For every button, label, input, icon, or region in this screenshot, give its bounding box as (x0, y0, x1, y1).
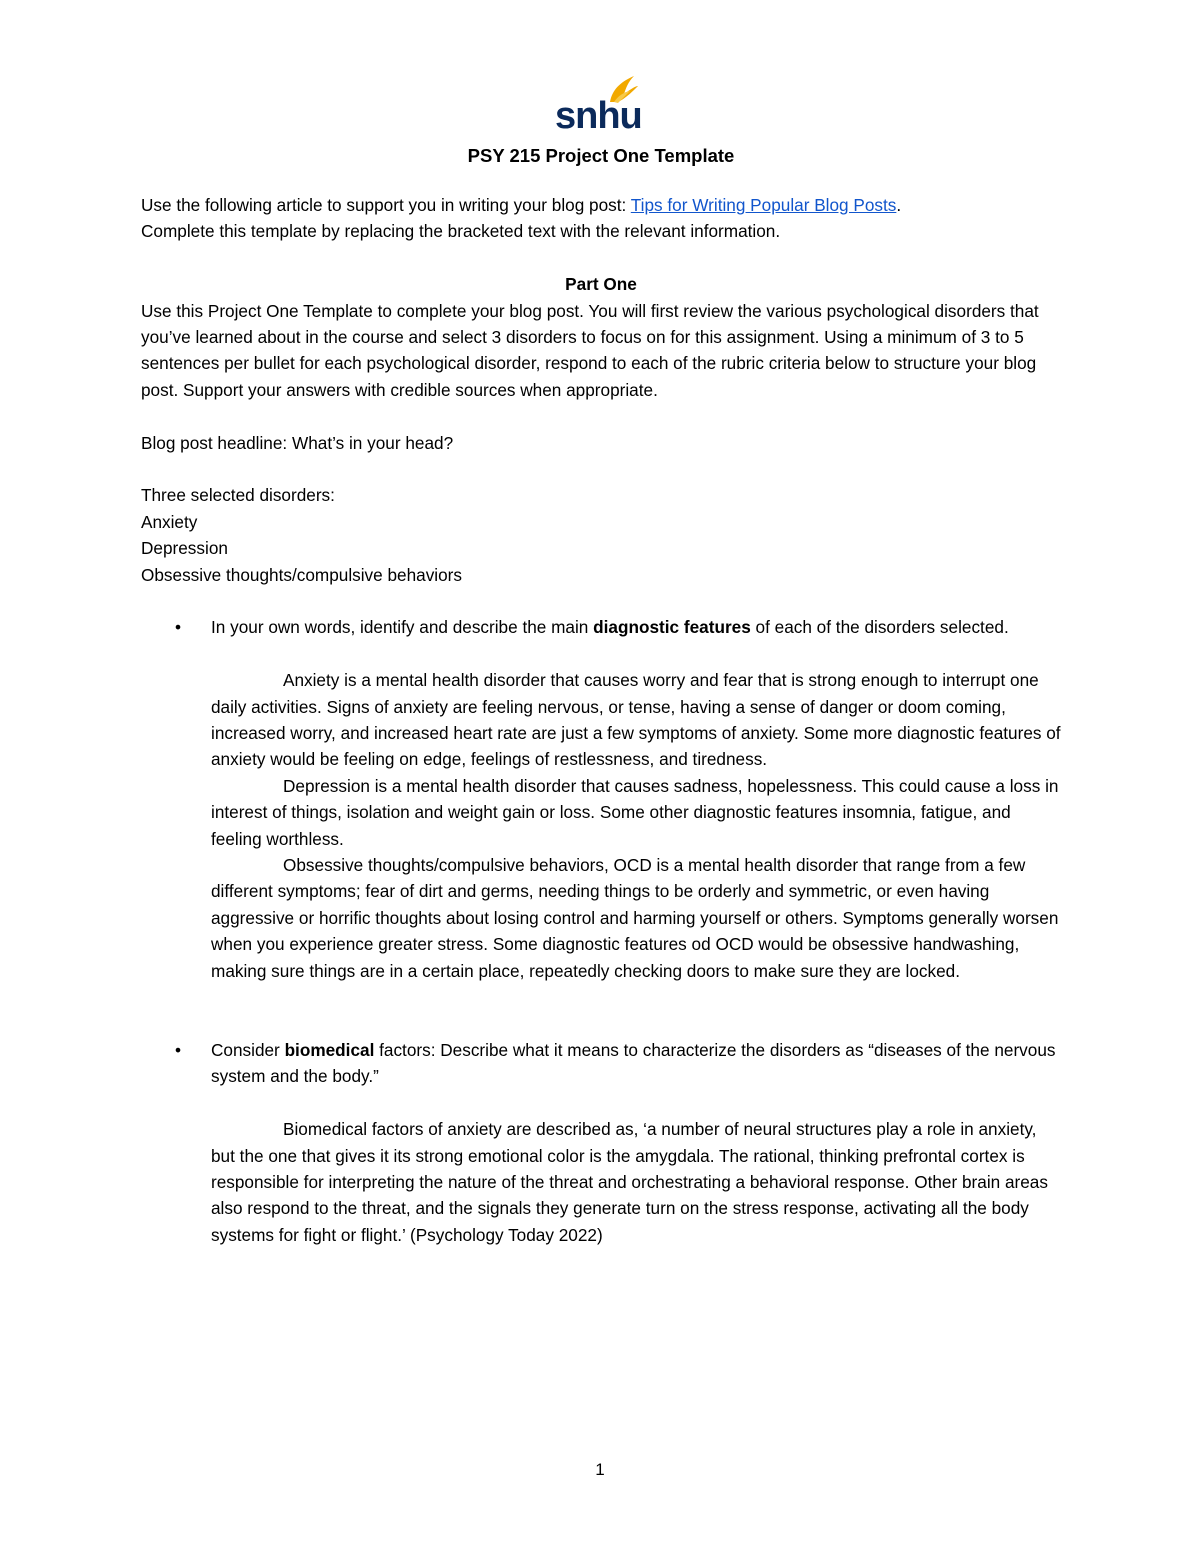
tips-article-link[interactable]: Tips for Writing Popular Blog Posts (630, 195, 897, 215)
selected-disorder-item: Depression (141, 538, 228, 559)
rubric-prompt (211, 614, 1061, 640)
answer-paragraph: Depression is a mental health disorder that causes sadness, hopelessness. This could cause a loss in interest of things, isolation and weight gain or loss. Some other diagnostic features insomnia, fatigue, and feeling worthless. (211, 775, 1059, 849)
prompt-text: In your own words, identify and describe the main (211, 617, 594, 638)
selected-disorders-label: Three selected disorders: (141, 485, 335, 506)
selected-disorder-item: Obsessive thoughts/compulsive behaviors (141, 564, 462, 585)
rubric-prompt (211, 1037, 1061, 1090)
blog-headline: Blog post headline: What’s in your head? (141, 432, 454, 453)
svg-text:snhu: snhu (555, 95, 642, 134)
page-number: 1 (595, 1460, 605, 1479)
snhu-logo (552, 72, 642, 134)
prompt-bold: biomedical (284, 1039, 375, 1060)
page-title: PSY 215 Project One Template (467, 145, 735, 166)
answer-paragraph: Anxiety is a mental health disorder that causes worry and fear that is strong enough to interrupt one daily activities. Signs of anxiety are feeling nervous, or tense, having a sense of danger or doom coming, increased worry, and increased heart rate are just a few symptoms of anxiety. Some more diagnostic features of anxiety would be feeling on edge, feelings of restlessness, and tiredness. (211, 670, 1061, 770)
bullet-icon: • (175, 1039, 182, 1060)
answer-block (141, 667, 1061, 984)
prompt-text: Consider (211, 1039, 285, 1060)
prompt-bold: diagnostic features (593, 617, 751, 638)
intro-line-1 (141, 192, 1061, 218)
prompt-text: of each of the disorders selected. (750, 617, 1009, 638)
answer-paragraph: Obsessive thoughts/compulsive behaviors, OCD is a mental health disorder that range from a few different symptoms; fear of dirt and germs, needing things to be orderly and symmetric, or even having aggressive or horrific thoughts about losing control and harming yourself or others. Symptoms generally worsen when you experience greater stress. Some diagnostic features od OCD would be obsessive handwashing, making sure things are in a certain place, repeatedly checking doors to make sure they are locked. (211, 855, 1059, 981)
part-one-heading: Part One (565, 274, 637, 295)
answer-block (141, 1116, 1061, 1248)
rubric-bullet (141, 614, 1061, 640)
intro-line-2: Complete this template by replacing the bracketed text with the relevant information. (141, 221, 781, 242)
answer-paragraph: Biomedical factors of anxiety are described as, ‘a number of neural structures play a role in anxiety, but the one that gives it its strong emotional color is the amygdala. The rational, thinking prefrontal cortex is responsible for interpreting the nature of the threat and orchestrating a behavioral response. Other brain areas also respond to the threat, and the signals they generate turn on the stress response, activating all the body systems for fight or flight.’ (Psychology Today 2022) (211, 1119, 1048, 1245)
intro-period: . (896, 195, 902, 215)
rubric-bullet (141, 1037, 1061, 1090)
intro-text: Use the following article to support you in writing your blog post: (141, 195, 631, 215)
part-one-instructions: Use this Project One Template to complete your blog post. You will first review the various psychological disorders that you’ve learned about in the course and select 3 disorders to focus on for this assignment. Using a minimum of 3 to 5 sentences per bullet for each psychological disorder, respond to each of the rubric criteria below to structure your blog post. Support your answers with credible sources when appropriate. (141, 300, 1039, 400)
selected-disorder-item: Anxiety (141, 511, 198, 532)
prompt-text: factors: Describe what it means to characterize the disorders as “diseases of the nervous system and the body.” (211, 1039, 1056, 1087)
bullet-icon: • (175, 617, 182, 638)
document-body (141, 142, 1061, 1248)
